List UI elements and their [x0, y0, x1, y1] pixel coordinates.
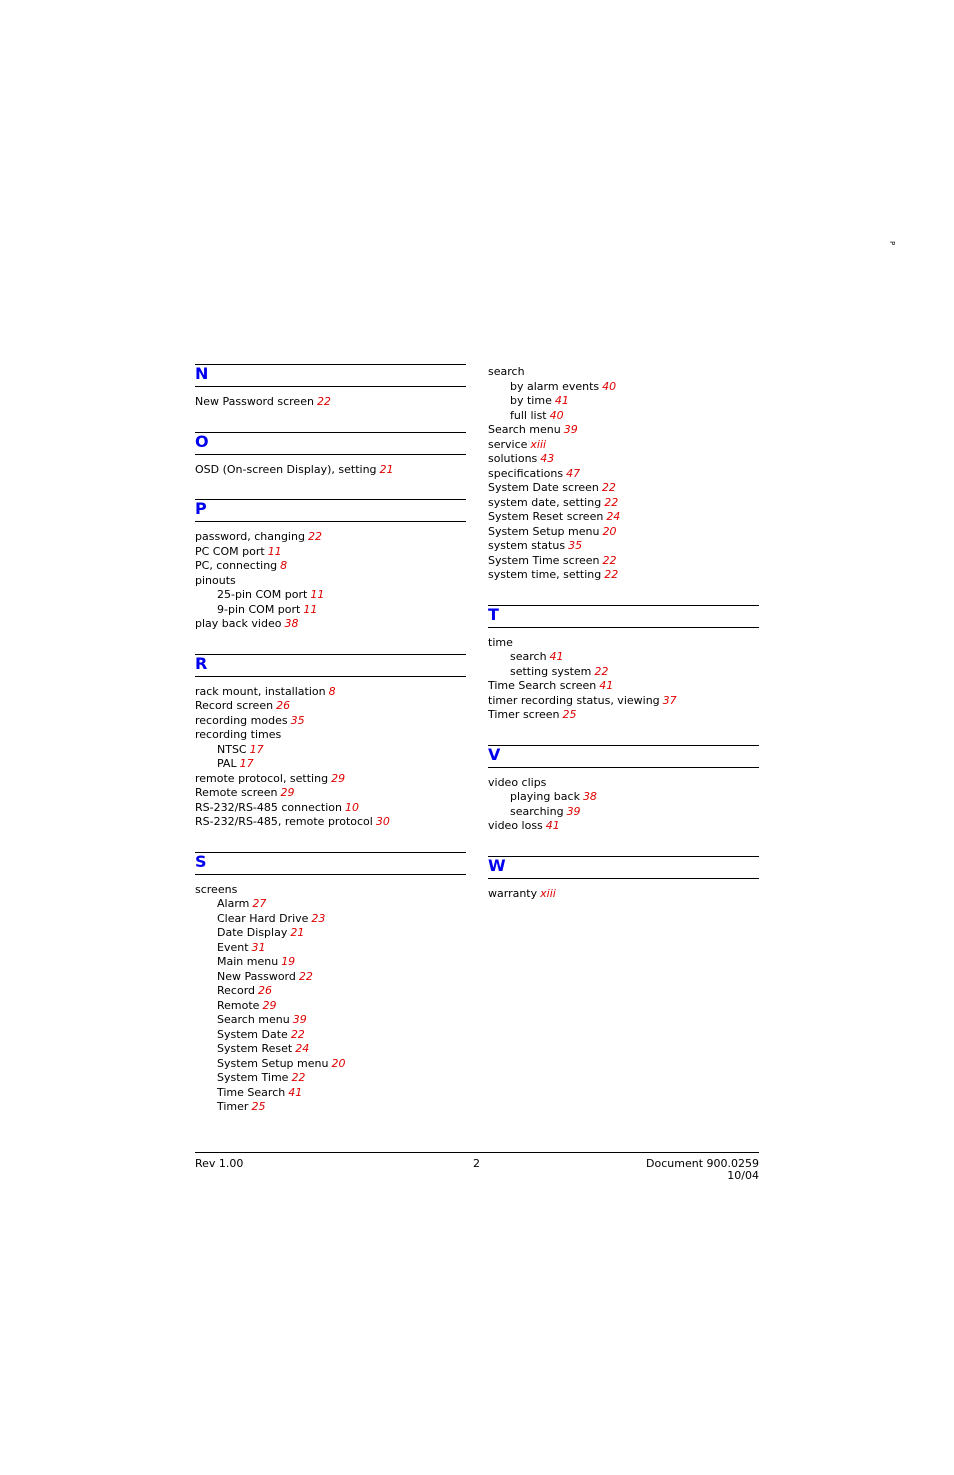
- index-entry: [488, 568, 759, 583]
- entry-text: by alarm events: [510, 379, 600, 393]
- page-reference-link[interactable]: 30: [375, 815, 390, 828]
- index-entry: [488, 708, 759, 723]
- entry-text: system date, setting: [488, 495, 602, 509]
- entry-text: time: [488, 635, 513, 649]
- section-letter: P: [195, 499, 207, 518]
- entry-text: PAL: [217, 757, 237, 770]
- footer-document-info: [646, 1158, 759, 1182]
- entry-text: Record: [217, 984, 256, 997]
- entry-text: System Setup menu: [217, 1056, 329, 1070]
- index-entry: [488, 887, 759, 902]
- entry-text: Clear Hard Drive: [217, 911, 309, 925]
- section-letter: R: [195, 653, 208, 673]
- entry-text: System Setup menu: [488, 524, 600, 538]
- index-entry: [195, 714, 466, 729]
- page-reference-link[interactable]: 17: [239, 757, 254, 770]
- page-reference-link[interactable]: 35: [290, 713, 305, 727]
- section-header: [488, 605, 759, 628]
- index-entry: [488, 481, 759, 496]
- page-reference-link[interactable]: 25: [562, 708, 577, 721]
- index-subentry: [195, 926, 466, 941]
- entry-text: play back video: [195, 617, 282, 630]
- section-header: [195, 654, 466, 677]
- page-reference-link[interactable]: 41: [554, 394, 569, 407]
- index-column-right: [488, 364, 759, 901]
- entry-text: warranty: [488, 886, 538, 900]
- index-section-w: [488, 856, 759, 902]
- index-subentry: [488, 650, 759, 665]
- entry-text: Search menu: [488, 423, 561, 436]
- index-section-v: [488, 745, 759, 834]
- entry-text: timer recording status, viewing: [488, 693, 660, 707]
- page-reference-link[interactable]: 39: [566, 804, 581, 818]
- page-reference-link[interactable]: 39: [563, 423, 578, 436]
- entry-text: Search menu: [217, 1013, 290, 1026]
- index-entry: [488, 525, 759, 540]
- index-entry: [195, 728, 466, 743]
- page-reference-link[interactable]: 29: [280, 786, 295, 799]
- entry-text: screens: [195, 882, 238, 896]
- index-subentry: [488, 665, 759, 680]
- index-subentry: [488, 409, 759, 424]
- index-section-r: [195, 654, 466, 830]
- index-column-left: [195, 364, 466, 1115]
- page-reference-link[interactable]: 21: [290, 926, 305, 939]
- page-reference-link[interactable]: 8: [280, 559, 288, 572]
- index-subentry: [195, 999, 466, 1014]
- entry-text: RS-232/RS-485, remote protocol: [195, 815, 373, 828]
- index-subentry: [488, 790, 759, 805]
- page-reference-link[interactable]: 20: [602, 524, 617, 538]
- entry-text: PC COM port: [195, 544, 265, 558]
- footer-date: 10/04: [727, 1169, 759, 1182]
- page-reference-link[interactable]: 22: [602, 553, 617, 567]
- entry-text: System Time: [217, 1071, 289, 1084]
- entry-text: New Password screen: [195, 395, 314, 408]
- section-header: [195, 364, 466, 387]
- entry-text: Timer screen: [488, 708, 560, 721]
- index-subentry: [488, 805, 759, 820]
- index-entry: [195, 699, 466, 714]
- entry-text: 9-pin COM port: [217, 602, 301, 616]
- entry-text: playing back: [510, 790, 580, 803]
- section-letter: S: [195, 851, 207, 871]
- entry-text: Date Display: [217, 926, 288, 939]
- page-reference-link[interactable]: 47: [566, 466, 581, 480]
- index-subentry: [195, 588, 466, 603]
- index-section-t: [488, 605, 759, 723]
- index-section-o: [195, 432, 466, 478]
- index-subentry: [195, 757, 466, 772]
- page-reference-link[interactable]: 22: [291, 1071, 306, 1084]
- index-entry: [195, 463, 466, 478]
- entry-text: Event: [217, 940, 249, 954]
- entry-text: System Date: [217, 1027, 288, 1041]
- page-reference-link[interactable]: 40: [549, 408, 564, 422]
- index-section-continued: [488, 365, 759, 583]
- entry-text: recording times: [195, 728, 282, 741]
- index-entry: [488, 694, 759, 709]
- page-reference-link[interactable]: xiii: [530, 437, 547, 451]
- page-reference-link[interactable]: 23: [311, 911, 326, 925]
- entry-text: remote protocol, setting: [195, 771, 329, 785]
- section-letter: N: [195, 364, 209, 383]
- index-section-n: [195, 364, 466, 410]
- entry-text: pinouts: [195, 573, 236, 587]
- page-reference-link[interactable]: 21: [379, 462, 394, 476]
- entry-text: setting system: [510, 664, 592, 678]
- section-letter: W: [488, 855, 506, 875]
- entry-text: search: [510, 650, 547, 663]
- page-reference-link[interactable]: 27: [252, 897, 267, 910]
- page-reference-link[interactable]: 11: [310, 588, 325, 601]
- entry-text: System Reset: [217, 1042, 293, 1055]
- page-reference-link[interactable]: 22: [298, 969, 313, 983]
- entry-text: Time Search screen: [488, 679, 597, 692]
- index-entry: [195, 559, 466, 574]
- entry-text: recording modes: [195, 713, 288, 727]
- entry-text: Alarm: [217, 897, 250, 910]
- index-entry: [195, 395, 466, 410]
- entry-text: Remote: [217, 998, 260, 1012]
- index-entry: [488, 452, 759, 467]
- entry-text: System Date screen: [488, 481, 599, 494]
- entry-text: by time: [510, 394, 552, 407]
- page-reference-link[interactable]: 31: [251, 940, 266, 954]
- entry-text: Time Search: [217, 1085, 286, 1099]
- index-entry: [195, 786, 466, 801]
- entry-text: New Password: [217, 969, 296, 983]
- entry-text: Timer: [217, 1100, 249, 1113]
- section-header: [488, 745, 759, 768]
- page-reference-link[interactable]: 22: [307, 530, 322, 543]
- entry-text: rack mount, installation: [195, 684, 326, 698]
- page-reference-link[interactable]: 22: [316, 395, 331, 408]
- entry-text: Main menu: [217, 955, 279, 968]
- page-reference-link[interactable]: 41: [545, 819, 560, 832]
- footer-revision: Rev 1.00: [195, 1157, 244, 1170]
- section-header: [195, 432, 466, 455]
- index-section-s: [195, 852, 466, 1115]
- index-subentry: [195, 897, 466, 912]
- page-reference-link[interactable]: 22: [601, 481, 616, 494]
- index-subentry: [195, 1100, 466, 1115]
- entry-text: Remote screen: [195, 786, 278, 799]
- page-reference-link[interactable]: 19: [281, 955, 296, 968]
- index-subentry: [488, 394, 759, 409]
- index-entry: [488, 496, 759, 511]
- section-letter: O: [195, 431, 209, 451]
- index-subentry: [488, 380, 759, 395]
- index-entry: [195, 530, 466, 545]
- page-reference-link[interactable]: xiii: [540, 886, 556, 900]
- page-reference-link[interactable]: 43: [540, 452, 555, 465]
- index-entry: [195, 772, 466, 787]
- page-reference-link[interactable]: 26: [276, 699, 291, 712]
- index-entry: [195, 801, 466, 816]
- footer-document: Document 900.0259: [646, 1157, 759, 1170]
- page-reference-link[interactable]: 11: [267, 544, 282, 558]
- section-header: [195, 499, 466, 522]
- entry-text: specifications: [488, 466, 564, 480]
- index-subentry: [195, 955, 466, 970]
- page-reference-link[interactable]: 24: [606, 510, 621, 523]
- page-reference-link[interactable]: 38: [582, 790, 597, 803]
- page-reference-link[interactable]: 29: [262, 998, 277, 1012]
- index-subentry: [195, 984, 466, 999]
- footer-divider: [195, 1152, 759, 1153]
- entry-text: OSD (On-screen Display), setting: [195, 462, 377, 476]
- entry-text: video loss: [488, 819, 543, 832]
- page-reference-link[interactable]: 22: [604, 568, 619, 581]
- entry-text: Record screen: [195, 699, 274, 712]
- index-subentry: [195, 970, 466, 985]
- section-header: [195, 852, 466, 875]
- margin-mark: P: [888, 241, 896, 246]
- page-reference-link[interactable]: 22: [594, 664, 609, 678]
- index-subentry: [195, 941, 466, 956]
- page-reference-link[interactable]: 38: [284, 617, 299, 630]
- entry-text: System Reset screen: [488, 510, 604, 523]
- entry-text: password, changing: [195, 530, 305, 543]
- index-subentry: [195, 1013, 466, 1028]
- index-entry: [488, 776, 759, 791]
- index-entry: [488, 636, 759, 651]
- index-section-p: [195, 499, 466, 632]
- section-letter: V: [488, 744, 501, 764]
- page-reference-link[interactable]: 11: [303, 602, 318, 616]
- page-reference-link[interactable]: 39: [292, 1013, 307, 1026]
- index-entry: [488, 423, 759, 438]
- page-reference-link[interactable]: 17: [249, 742, 264, 756]
- entry-text: RS-232/RS-485 connection: [195, 800, 342, 814]
- page-reference-link[interactable]: 35: [568, 539, 583, 552]
- section-letter: T: [488, 604, 499, 624]
- page-reference-link[interactable]: 10: [345, 800, 359, 814]
- index-entry: [488, 554, 759, 569]
- index-entry: [195, 883, 466, 898]
- page-reference-link[interactable]: 26: [258, 984, 273, 997]
- entry-text: service: [488, 437, 528, 451]
- page-reference-link[interactable]: 22: [604, 495, 619, 509]
- entry-text: solutions: [488, 452, 538, 465]
- index-entry: [488, 819, 759, 834]
- page-reference-link[interactable]: 29: [331, 771, 346, 785]
- index-entry: [195, 545, 466, 560]
- entry-text: searching: [510, 804, 564, 818]
- page-reference-link[interactable]: 41: [599, 679, 614, 692]
- page-reference-link[interactable]: 40: [602, 379, 617, 393]
- page-reference-link[interactable]: 25: [251, 1100, 266, 1113]
- index-subentry: [195, 912, 466, 927]
- entry-text: full list: [510, 408, 547, 422]
- entry-text: NTSC: [217, 742, 247, 756]
- index-subentry: [195, 1071, 466, 1086]
- page-reference-link[interactable]: 22: [290, 1027, 305, 1041]
- entry-text: System Time screen: [488, 553, 600, 567]
- entry-text: system status: [488, 539, 566, 552]
- entry-text: 25-pin COM port: [217, 588, 308, 601]
- index-subentry: [195, 1057, 466, 1072]
- entry-text: PC, connecting: [195, 559, 278, 572]
- page-reference-link[interactable]: 41: [549, 650, 564, 663]
- page-reference-link[interactable]: 20: [331, 1056, 346, 1070]
- entry-text: system time, setting: [488, 568, 602, 581]
- index-subentry: [195, 1028, 466, 1043]
- index-subentry: [195, 603, 466, 618]
- index-entry: [488, 467, 759, 482]
- index-entry: [195, 574, 466, 589]
- index-entry: [195, 815, 466, 830]
- page-reference-link[interactable]: 37: [662, 693, 677, 707]
- index-entry: [488, 438, 759, 453]
- index-entry: [488, 679, 759, 694]
- page-reference-link[interactable]: 8: [328, 684, 336, 698]
- index-subentry: [195, 743, 466, 758]
- index-entry: [488, 539, 759, 554]
- index-entry: [195, 617, 466, 632]
- index-entry: [195, 685, 466, 700]
- entry-text: search: [488, 365, 525, 378]
- index-subentry: [195, 1086, 466, 1101]
- section-header: [488, 856, 759, 879]
- page-reference-link[interactable]: 24: [295, 1042, 310, 1055]
- footer-page-number: 2: [473, 1157, 480, 1170]
- index-entry: [488, 510, 759, 525]
- entry-text: video clips: [488, 775, 547, 789]
- index-subentry: [195, 1042, 466, 1057]
- index-entry: [488, 365, 759, 380]
- page-reference-link[interactable]: 41: [288, 1085, 303, 1099]
